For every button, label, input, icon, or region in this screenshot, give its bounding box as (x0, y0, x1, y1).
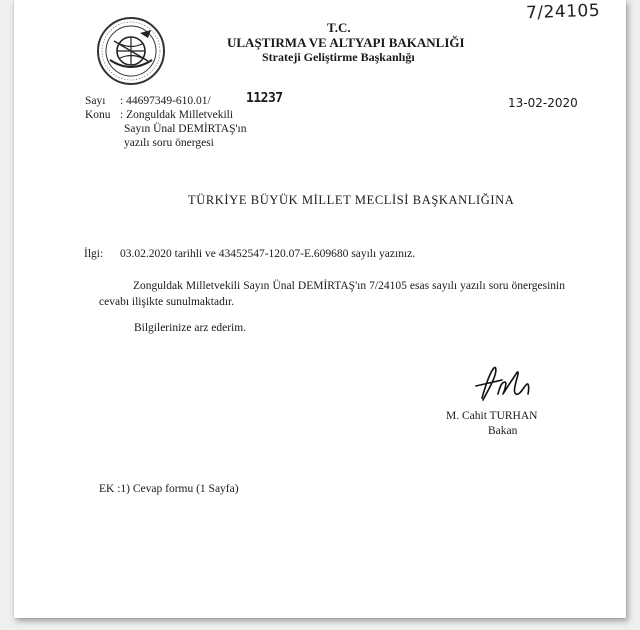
attachment-note: EK :1) Cevap formu (1 Sayfa) (99, 483, 239, 495)
sayi-label: Sayı (85, 95, 106, 107)
header-tc: T.C. (327, 20, 351, 35)
konu-line-3: yazılı soru önergesi (124, 137, 214, 149)
ministry-name: ULAŞTIRMA VE ALTYAPI BAKANLIĞI (227, 35, 465, 50)
closing-line: Bilgilerinize arz ederim. (134, 322, 247, 334)
konu-label: Konu (85, 109, 111, 121)
handwritten-signature (472, 364, 542, 406)
signatory-name: M. Cahit TURHAN (446, 410, 538, 422)
ilgi-text: 03.02.2020 tarihli ve 43452547-120.07-E.609680 sayılı yazınız. (120, 248, 416, 260)
ministry-seal-logo (96, 16, 166, 86)
document-date: 13-02-2020 (508, 96, 578, 110)
document-page (14, 0, 626, 618)
handwritten-reference-number: 7/24105 (525, 0, 601, 24)
sayi-handwritten-number: 11237 (246, 91, 283, 106)
sayi-value: : 44697349-610.01/ (120, 95, 211, 107)
signatory-title: Bakan (488, 425, 518, 437)
department-name: Strateji Geliştirme Başkanlığı (262, 50, 415, 64)
konu-line-1: : Zonguldak Milletvekili (120, 109, 234, 121)
konu-line-2: Sayın Ünal DEMİRTAŞ'ın (124, 123, 247, 135)
body-paragraph: Zonguldak Milletvekili Sayın Ünal DEMİRTAŞ'ın 7/24105 esas sayılı yazılı soru önergesinin cevabı ilişikte sunulmaktadır. (99, 280, 565, 308)
ilgi-label: İlgi: (84, 248, 104, 260)
recipient-heading: TÜRKİYE BÜYÜK MİLLET MECLİSİ BAŞKANLIĞINA (188, 193, 515, 207)
